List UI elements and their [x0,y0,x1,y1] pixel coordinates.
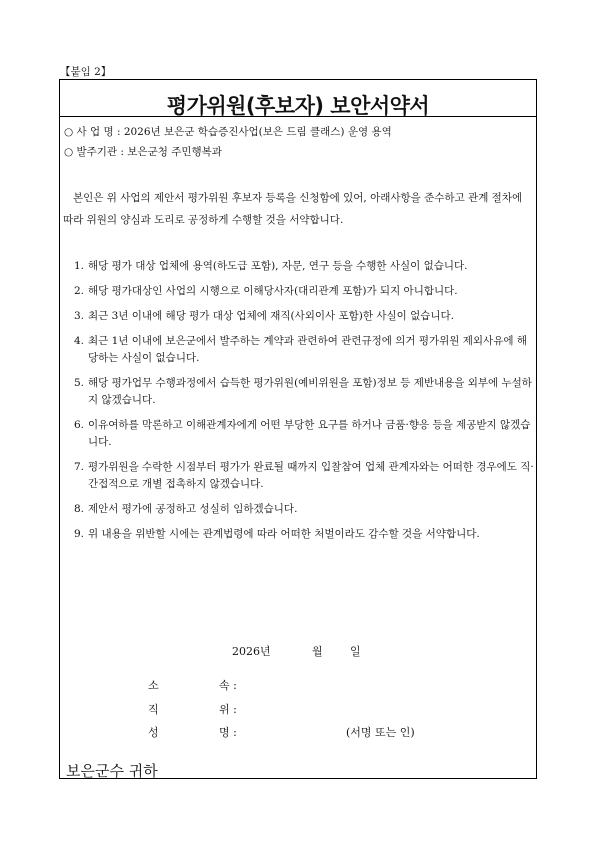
name-label-colon: 명 : [219,726,237,739]
list-item: 4. 최근 1년 이내에 보은군에서 발주하는 계약과 관련하여 관련규정에 의거 평가위원 제외사유에 해당하는 사실이 없습니다. [74,335,527,364]
list-item: 8. 제안서 평가에 공정하고 성실히 임하겠습니다. [74,503,298,515]
position-label-colon: 위 : [219,703,237,716]
date-day: 일 [350,645,361,658]
affiliation-label: 소 [148,679,159,692]
list-item: 6. 이유여하를 막론하고 이해관계자에게 어떤 부당한 요구를 하거나 금품·향응 등을 제공받지 않겠습니다. [74,419,531,448]
list-item: 9. 위 내용을 위반할 시에는 관계법령에 따라 어떠한 처벌이라도 감수할 것을 서약합니다. [74,528,480,540]
date-month: 월 [312,645,323,658]
list-item: 5. 해당 평가업무 수행과정에서 습득한 평가위원(예비위원을 포함)정보 등 제반내용을 외부에 누설하지 않겠습니다. [74,377,532,406]
pledge-form [59,79,537,779]
closing-addressee: 보은군수 귀하 [66,762,158,780]
page-title: 평가위원(후보자) 보안서약서 [166,94,430,118]
position-label: 직 [148,703,159,716]
attachment-label: 【붙임 2】 [60,66,112,78]
title-divider [60,116,536,117]
intro-paragraph: 본인은 위 사업의 제안서 평가위원 후보자 등록을 신청함에 있어, 아래사항을 준수하고 관계 절차에 따라 위원의 양심과 도리로 공정하게 수행할 것을 서약합니다. [63,192,523,226]
list-item: 3. 최근 3년 이내에 해당 평가 대상 업체에 재직(사외이사 포함)한 사실이 없습니다. [74,310,455,322]
list-item: 1. 해당 평가 대상 업체에 용역(하도급 포함), 자문, 연구 등을 수행한 사실이 없습니다. [74,260,468,272]
list-item: 7. 평가위원을 수락한 시점부터 평가가 완료될 때까지 입찰참여 업체 관계자와는 어떠한 경우에도 직·간접적으로 개별 접촉하지 않겠습니다. [74,461,534,490]
ordering-agency: ○ 발주기관 : 보은군청 주민행복과 [64,146,222,158]
list-item: 2. 해당 평가대상인 사업의 시행으로 이해당사자(대리관계 포함)가 되지 아니합니다. [74,285,458,297]
signature-note: (서명 또는 인) [346,726,415,739]
date-year: 2026년 [232,645,271,658]
name-label: 성 [148,726,159,739]
pledge-list [74,258,534,551]
project-name: ○ 사 업 명 : 2026년 보은군 학습증진사업(보은 드림 클래스) 운영 용역 [64,126,392,138]
affiliation-label-colon: 속 : [219,679,237,692]
